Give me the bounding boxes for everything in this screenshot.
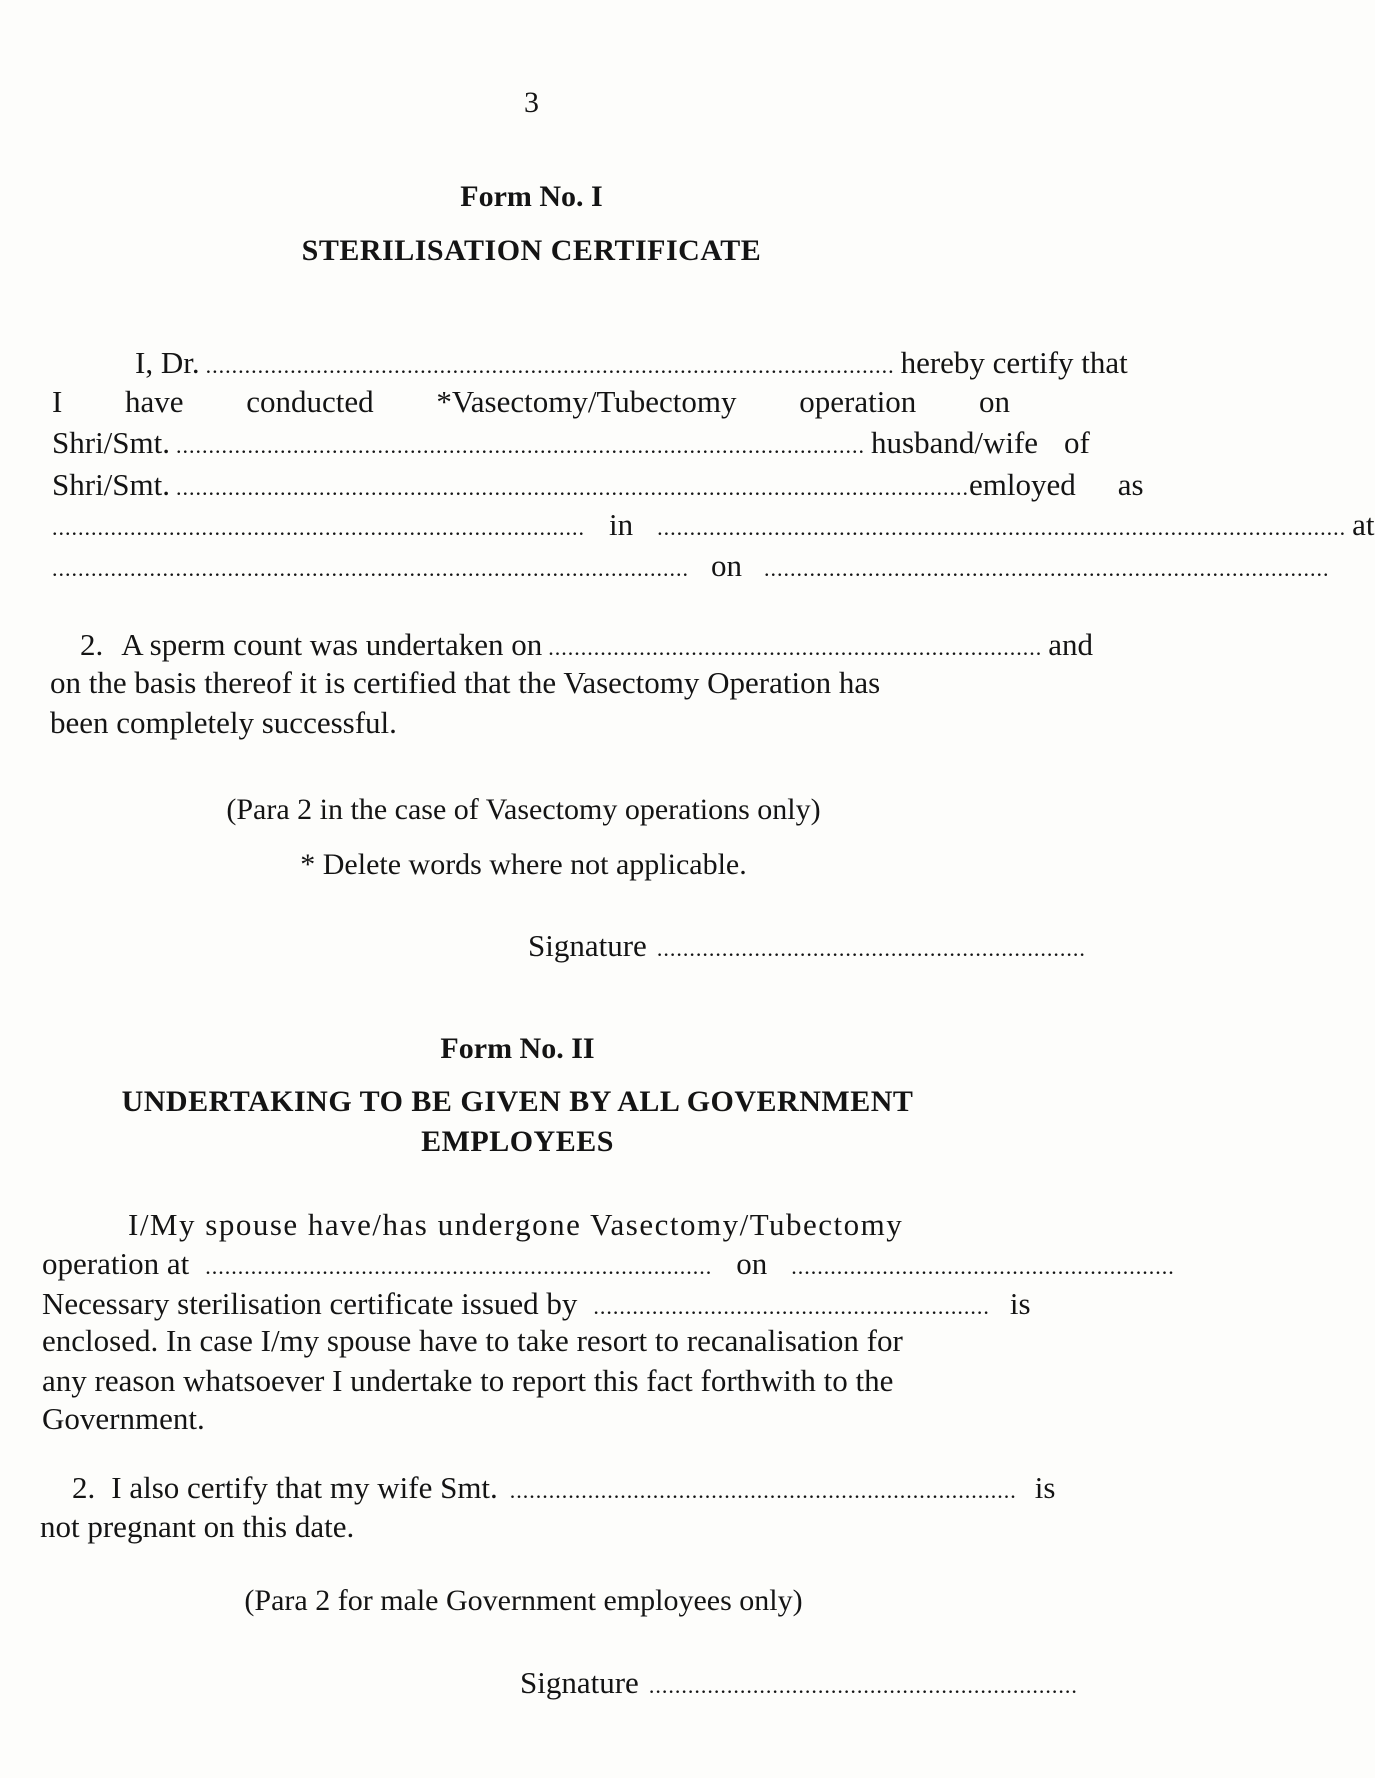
page-number: 3 [524,86,539,119]
form2-line3: Necessary sterilisation certificate issued by ............................................................. is [42,1286,1031,1321]
form1-signature-blank: .................................................................. [656,936,1086,961]
spouse-name-blank: .......................................................................................................................... [176,475,970,500]
place-blank: .................................................................................................. [52,556,689,581]
form1-para2-line3: been completely successful. [50,705,397,740]
form1-note1: (Para 2 in the case of Vasectomy operations only) [226,793,821,826]
form2-line5: any reason whatsoever I undertake to report this fact forthwith to the [42,1363,894,1398]
form1-note2: * Delete words where not applicable. [300,848,747,881]
certificate-issuer-blank: ............................................................. [593,1294,990,1319]
doctor-name-blank: .......................................................................................................... [205,353,895,378]
form2-signature-line: Signature .................................................................. [520,1665,1078,1700]
form1-signature-line: Signature .................................................................. [528,928,1086,963]
designation-blank: .................................................................................. [52,515,585,540]
form1-para2-line2: on the basis thereof it is certified that the Vasectomy Operation has [50,665,881,700]
sperm-count-date-blank: ............................................................................ [548,635,1043,660]
form1-para2-line1: 2. A sperm count was undertaken on ............................................................................ and [80,627,1093,662]
form2-para2-line1: 2. I also certify that my wife Smt. .............................................................................. is [72,1470,1056,1505]
operation-place-blank: .............................................................................. [205,1254,713,1279]
form1-line1: I, Dr. .......................................................................................................... hereby certify that [135,345,1128,380]
form1-line3: Shri/Smt. .......................................................................................................... husband/wife of [52,425,1090,460]
form2-signature-blank: .................................................................. [648,1673,1078,1698]
form2-title-line2: EMPLOYEES [421,1125,614,1158]
form1-line2: I have conducted *Vasectomy/Tubectomy operation on [52,384,1010,419]
form2-line2: operation at .............................................................................. on ........................................................... [42,1246,1175,1281]
form2-line1: I/My spouse have/has undergone Vasectomy/Tubectomy [128,1207,904,1242]
wife-name-blank: .............................................................................. [509,1478,1017,1503]
form2-title-line1: UNDERTAKING TO BE GIVEN BY ALL GOVERNMENT [121,1085,914,1118]
operation-date-blank: ........................................................... [791,1254,1175,1279]
form2-para2-line2: not pregnant on this date. [40,1509,355,1544]
form1-line4: Shri/Smt. .......................................................................................................................... emloyed as [52,467,1144,502]
form2-note: (Para 2 for male Government employees only) [244,1584,803,1617]
form1-line6: .................................................................................................. on ....................................................................................... [52,548,1330,583]
form2-line4: enclosed. In case I/my spouse have to take resort to recanalisation for [42,1323,903,1358]
form1-line5: .................................................................................. in .......................................................................................................... at [52,507,1375,542]
form2-number: Form No. II [440,1032,595,1065]
form1-title: STERILISATION CERTIFICATE [301,234,762,267]
form1-number: Form No. I [460,180,603,213]
patient-name-blank: .......................................................................................................... [176,433,866,458]
office-blank: .......................................................................................................... [657,515,1347,540]
date-blank: ....................................................................................... [764,556,1330,581]
form2-line6: Government. [42,1401,205,1436]
